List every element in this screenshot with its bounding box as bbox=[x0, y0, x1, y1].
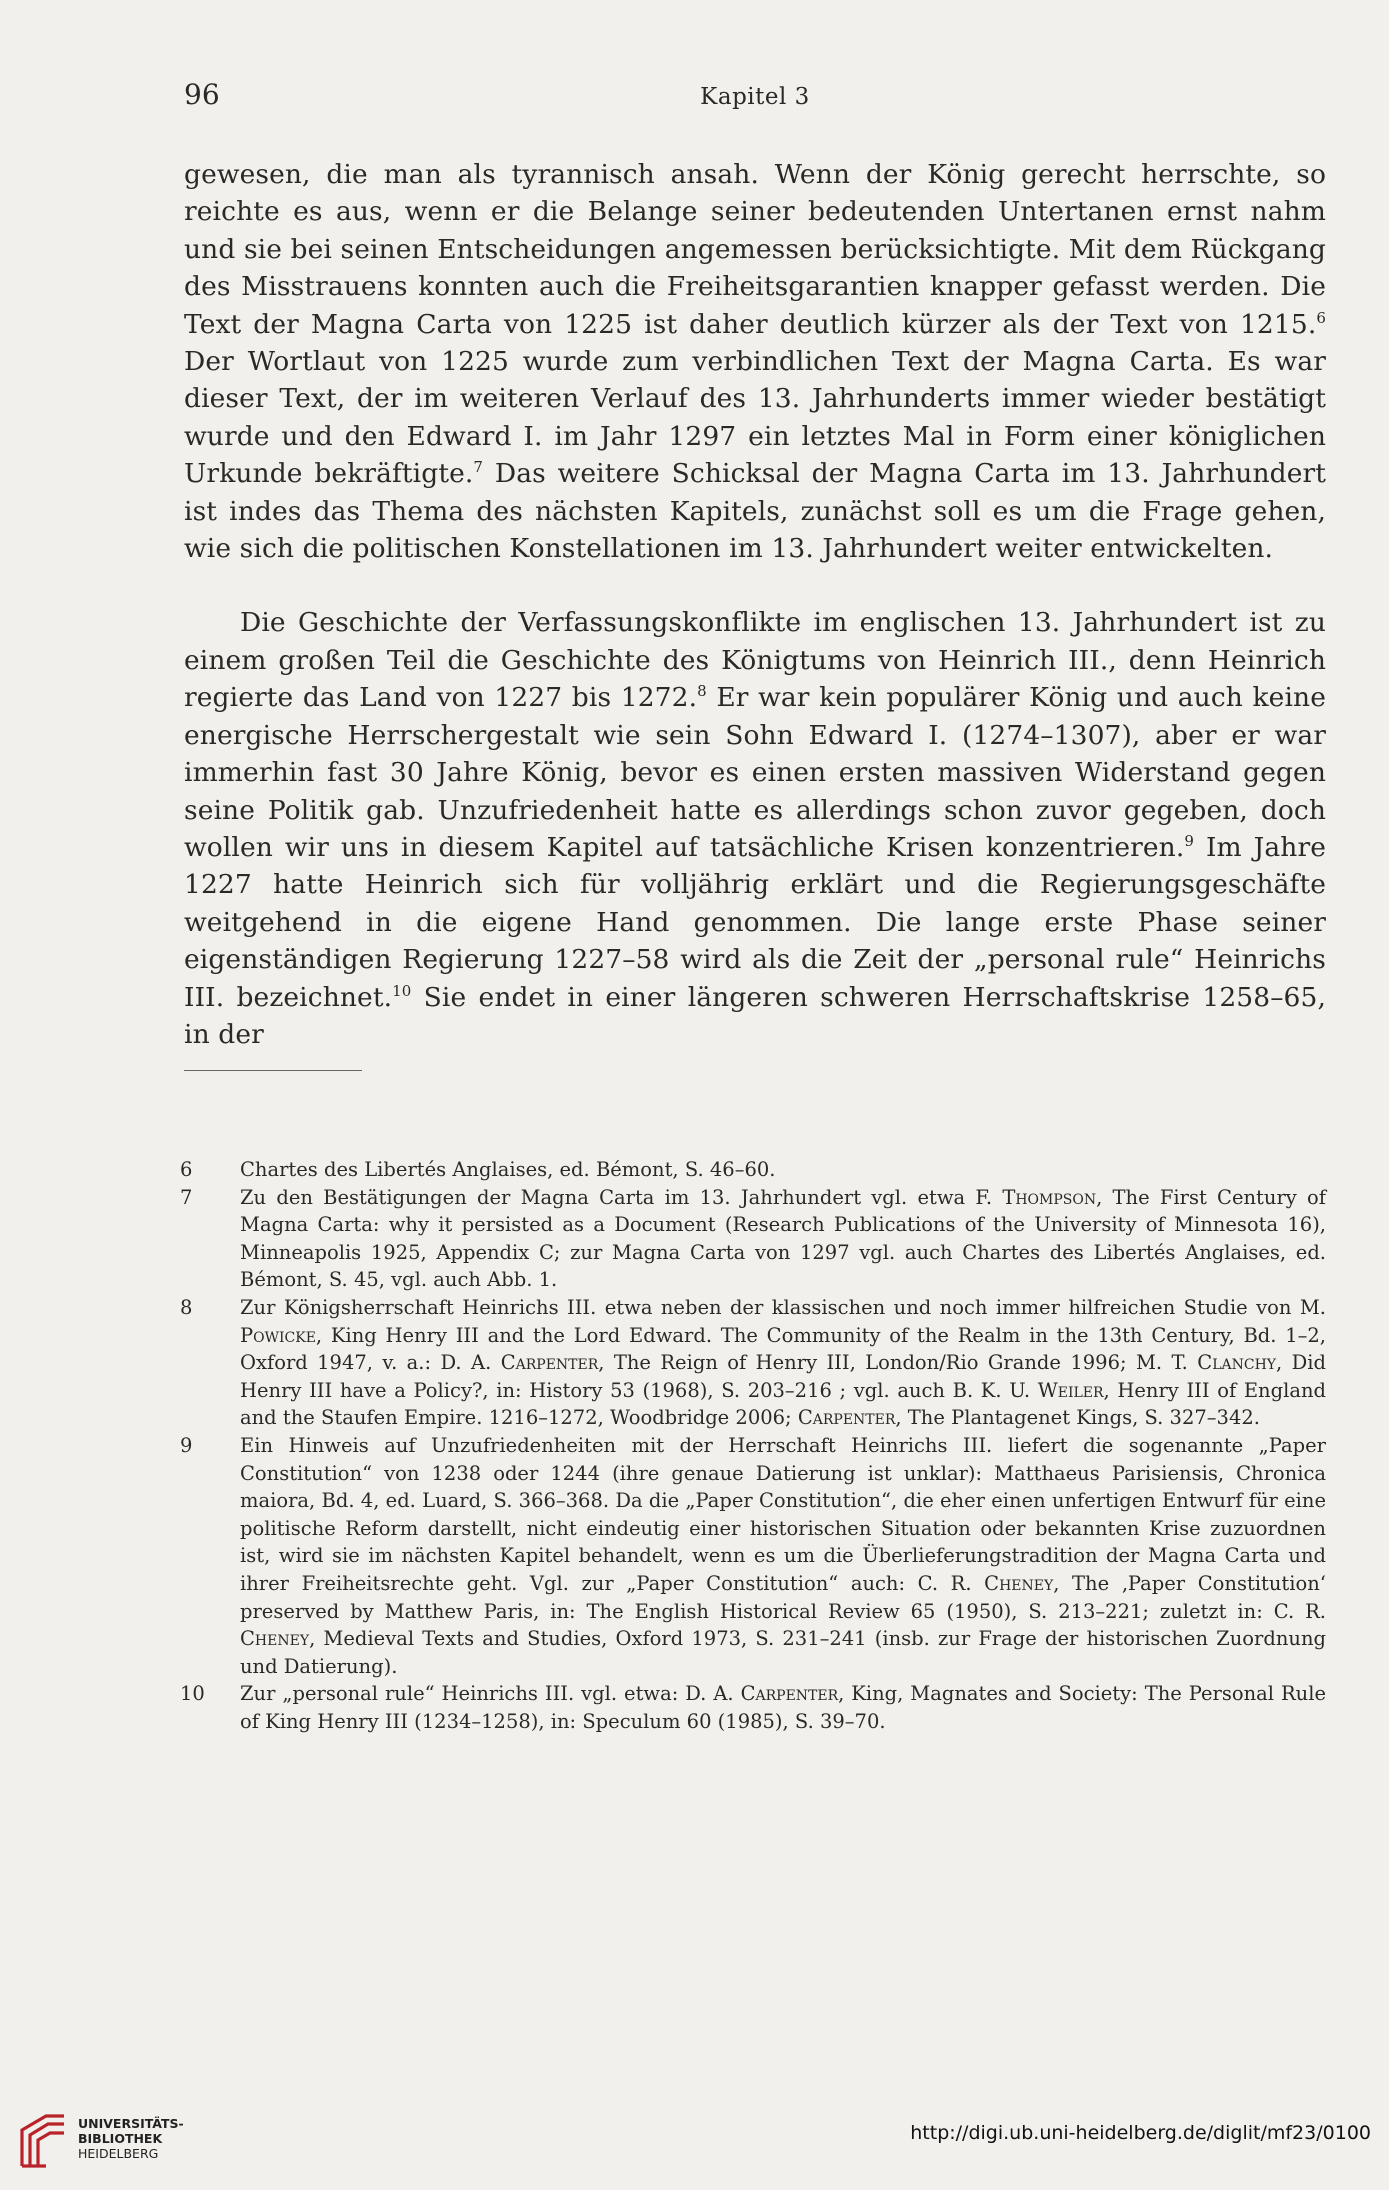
paragraph bbox=[184, 156, 1326, 567]
footnote-10 bbox=[180, 1680, 1326, 1735]
footnote-reference[interactable]: 6 bbox=[1316, 308, 1326, 327]
footnote-text: , Did Henry III have a Policy?, in: History 53 (1968), S. 203–216 ; vgl. auch B. K. U. bbox=[240, 1351, 1326, 1402]
footnote-number: 8 bbox=[180, 1295, 193, 1319]
author-name: Carpenter bbox=[797, 1406, 896, 1430]
footnotes bbox=[180, 1156, 1326, 1735]
footnote-text: Zur „personal rule“ Heinrichs III. vgl. etwa: D. A. bbox=[240, 1682, 741, 1706]
logo-line: UNIVERSITÄTS- bbox=[78, 2116, 184, 2131]
library-logo[interactable] bbox=[16, 2108, 186, 2172]
text-run: Die Geschichte der Verfassungskonflikte im englischen 13. Jahrhundert ist zu einem großen Teil die Geschichte des Königtums von Heinrich III., denn Heinrich regierte das Land von 1227 bis 1272. bbox=[184, 607, 1326, 714]
author-name: Clanchy bbox=[1197, 1351, 1277, 1375]
running-title: Kapitel 3 bbox=[700, 84, 810, 110]
logo-line: HEIDELBERG bbox=[78, 2146, 159, 2161]
library-logo-icon bbox=[16, 2108, 72, 2172]
text-run: gewesen, die man als tyrannisch ansah. Wenn der König gerecht herrschte, so reichte es aus, wenn er die Belange seiner bedeutenden Untertanen ernst nahm und sie bei seinen Entscheidungen angemessen berücksichtigte. Mit dem Rückgang des Misstrauens konnten auch die Freiheitsgarantien knapper gefasst werden. Die Text der Magna Carta von 1225 ist daher deutlich kürzer als der Text von 1215. bbox=[184, 159, 1326, 340]
footnote-9 bbox=[180, 1432, 1326, 1680]
author-name: Cheney bbox=[984, 1571, 1054, 1595]
library-logo-text bbox=[78, 2116, 184, 2161]
footnote-6 bbox=[180, 1156, 1326, 1184]
footnote-reference[interactable]: 7 bbox=[473, 458, 484, 477]
footnote-reference[interactable]: 10 bbox=[392, 981, 412, 1000]
paragraph bbox=[184, 604, 1326, 1053]
author-name: Carpenter bbox=[740, 1682, 839, 1706]
text-run: Der Wortlaut von 1225 wurde zum verbindlichen Text der Magna Carta. Es war dieser Text, der im weiteren Verlauf des 13. Jahrhunderts immer wieder bestätigt wurde und den Edward I. im Jahr 1297 ein letztes Mal in Form einer königlichen Urkunde bekräftigte. bbox=[184, 346, 1326, 490]
footnote-text: , The Reign of Henry III, London/Rio Grande 1996; M. T. bbox=[598, 1351, 1198, 1375]
author-name: Cheney bbox=[240, 1627, 310, 1651]
footnote-reference[interactable]: 9 bbox=[1184, 832, 1195, 851]
footnote-text: , The First Century of Magna Carta: why it persisted as a Document (Research Publications of the University of Minnesota 16), Minneapolis 1925, Appendix C; zur Magna Carta von 1297 vgl. auch Chartes des Libertés Anglaises, ed. Bémont, S. 45, vgl. auch Abb. 1. bbox=[240, 1185, 1326, 1292]
page-header bbox=[184, 78, 1326, 118]
text-run: Im Jahre 1227 hatte Heinrich sich für volljährig erklärt und die Regierungsgeschäfte weitgehend in die eigene Hand genommen. Die lange erste Phase seiner eigenständigen Regierung 1227–58 wird als die Zeit der „personal rule“ Heinrichs III. bezeichnet. bbox=[184, 831, 1327, 1013]
author-name: Thompson bbox=[1002, 1185, 1097, 1209]
footnote-text: Ein Hinweis auf Unzufriedenheiten mit der Herrschaft Heinrichs III. liefert die sogenannte „Paper Constitution“ von 1238 oder 1244 (ihre genaue Datierung ist unklar): Matthaeus Parisiensis, Chronica maiora, Bd. 4, ed. Luard, S. 366–368. Da die „Paper Constitution“, die eher einen unfertigen Entwurf für eine politische Reform darstellt, nicht eindeutig einer historischen Situation oder bekannten Krise zuzuordnen ist, wird sie im nächsten Kapitel behandelt, wenn es um die Überlieferungstradition der Magna Carta und ihrer Freiheitsrechte geht. Vgl. zur „Paper Constitution“ auch: C. R. bbox=[240, 1433, 1326, 1595]
footnote-text: Zur Königsherrschaft Heinrichs III. etwa neben der klassischen und noch immer hilfreichen Studie von M. bbox=[240, 1295, 1326, 1319]
page-number: 96 bbox=[184, 78, 220, 111]
footnote-text: , King, Magnates and Society: The Personal Rule of King Henry III (1234–1258), in: Speculum 60 (1985), S. 39–70. bbox=[240, 1682, 1326, 1733]
author-name: Powicke bbox=[240, 1323, 316, 1347]
footnote-text: , King Henry III and the Lord Edward. The Community of the Realm in the 13th Century, Bd. 1–2, Oxford 1947, v. a.: D. A. bbox=[240, 1323, 1326, 1375]
footnote-text: , Henry III of England and the Staufen Empire. 1216–1272, Woodbridge 2006; bbox=[240, 1378, 1326, 1430]
author-name: Weiler bbox=[1037, 1378, 1104, 1402]
footnote-reference[interactable]: 8 bbox=[697, 682, 707, 701]
text-run: Er war kein populärer König und auch keine energische Herrschergestalt wie sein Sohn Edward I. (1274–1307), aber er war immerhin fast 30 Jahre König, bevor es einen ersten massiven Widerstand gegen seine Politik gab. Unzufriedenheit hatte es allerdings schon zuvor gegeben, doch wollen wir uns in diesem Kapitel auf tatsächliche Krisen konzentrieren. bbox=[184, 682, 1326, 863]
footnote-number: 7 bbox=[180, 1185, 193, 1209]
footnote-text: , Medieval Texts and Studies, Oxford 1973, S. 231–241 (insb. zur Frage der historischen Zuordnung und Datierung). bbox=[240, 1627, 1326, 1678]
footnote-8 bbox=[180, 1294, 1326, 1432]
footnote-text: , The ‚Paper Constitution‘ preserved by Matthew Paris, in: The English Historical Review 65 (1950), S. 213–221; zuletzt in: C. R. bbox=[240, 1571, 1326, 1623]
footnote-number: 6 bbox=[180, 1158, 193, 1181]
footnote-text: , The Plantagenet Kings, S. 327–342. bbox=[895, 1406, 1260, 1430]
footnote-text: Zu den Bestätigungen der Magna Carta im 13. Jahrhundert vgl. etwa F. bbox=[240, 1185, 1003, 1209]
footnote-number: 9 bbox=[180, 1433, 193, 1457]
text-run: Das weitere Schicksal der Magna Carta im 13. Jahrhundert ist indes das Thema des nächsten Kapitels, zunächst soll es um die Frage gehen, wie sich die politischen Konstellationen im 13. Jahrhundert weiter entwickelten. bbox=[184, 458, 1326, 565]
footnote-number: 10 bbox=[180, 1682, 205, 1706]
footnote-text: Chartes des Libertés Anglaises, ed. Bémont, S. 46–60. bbox=[240, 1158, 776, 1181]
author-name: Carpenter bbox=[500, 1351, 599, 1375]
source-url-link[interactable]: http://digi.ub.uni-heidelberg.de/diglit/mf23/0100 bbox=[910, 2122, 1371, 2144]
footnote-7 bbox=[180, 1184, 1326, 1294]
logo-line: BIBLIOTHEK bbox=[78, 2131, 163, 2146]
footnote-divider bbox=[184, 1070, 362, 1071]
main-text bbox=[184, 156, 1326, 1053]
text-run: Sie endet in einer längeren schweren Herrschaftskrise 1258–65, in der bbox=[184, 981, 1326, 1050]
